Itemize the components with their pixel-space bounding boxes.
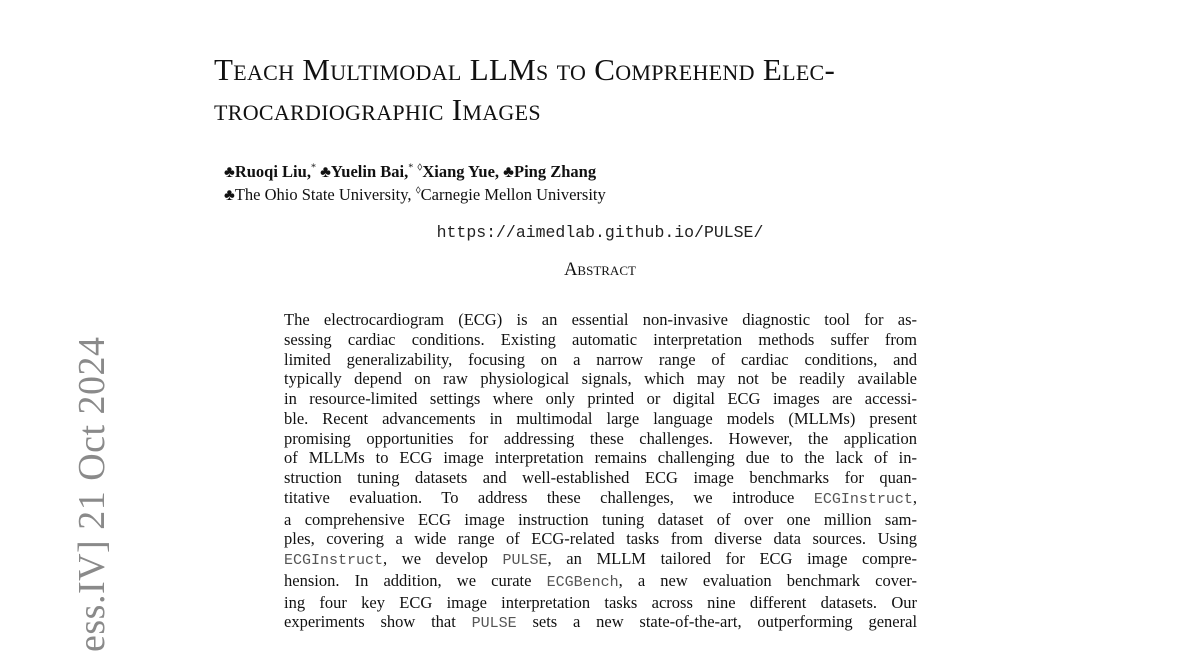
abstract-text: , an MLLM tailored for ECG image compre-: [547, 549, 917, 568]
author-name: Ping Zhang: [514, 162, 597, 181]
abstract-line: limited generalizability, focusing on a narrow range of cardiac conditions, and: [284, 349, 917, 369]
affil-mark: ♣: [503, 162, 514, 181]
abstract-body: [284, 310, 917, 634]
abstract-line: typically depend on raw physiological signals, which may not be readily available: [284, 369, 917, 389]
abstract-text: experiments show that: [284, 612, 456, 632]
model-name: PULSE: [471, 615, 517, 633]
author-name: Ruoqi Liu,: [234, 162, 311, 181]
project-url-text[interactable]: https://aimedlab.github.io/PULSE/: [436, 223, 764, 242]
affil-mark: ♣: [320, 162, 331, 181]
model-name: PULSE: [502, 552, 548, 569]
equal-contrib-mark: *: [408, 162, 414, 174]
project-url[interactable]: [0, 223, 1200, 242]
abstract-line: ble. Recent advancements in multimodal large language models (MLLMs) present: [284, 408, 917, 428]
affiliation-list: [224, 185, 606, 205]
abstract-line: sessing cardiac conditions. Existing automatic interpretation methods suffer from: [284, 329, 917, 349]
abstract-line: [284, 488, 917, 510]
abstract-text: ,: [912, 487, 917, 507]
affiliation: Carnegie Mellon University: [420, 185, 606, 204]
dataset-name: ECGInstruct: [813, 490, 913, 508]
affiliation: The Ohio State University,: [234, 185, 412, 204]
abstract-text: sets a new state-of-the-art, outperforming general: [532, 612, 918, 632]
benchmark-name: ECGBench: [546, 573, 619, 591]
abstract-line: a comprehensive ECG image instruction tuning dataset of over one million sam-: [284, 509, 917, 529]
arxiv-stamp: [22, 0, 113, 652]
paper-title: [214, 50, 1034, 130]
title-line: Teach Multimodal LLMs to Comprehend Elec-: [214, 52, 836, 87]
abstract-text: titative evaluation. To address these challenges, we introduce: [284, 487, 795, 507]
abstract-line: The electrocardiogram (ECG) is an essential non-invasive diagnostic tool for as-: [284, 310, 917, 329]
affil-mark: ♣: [224, 162, 235, 181]
equal-contrib-mark: *: [310, 162, 316, 174]
abstract-text: , we develop: [383, 549, 488, 568]
arxiv-stamp-text: ess.IV] 21 Oct 2024: [71, 336, 113, 652]
dataset-name: ECGInstruct: [284, 552, 384, 569]
author-list: [224, 162, 596, 182]
abstract-line: [284, 549, 917, 571]
abstract-line: struction tuning datasets and well-established ECG image benchmarks for quan-: [284, 468, 917, 487]
abstract-heading: Abstract: [564, 260, 636, 280]
author-name: Xiang Yue,: [422, 162, 500, 181]
author-name: Yuelin Bai,: [330, 162, 409, 181]
abstract-line: in resource-limited settings where only printed or digital ECG images are accessi-: [284, 389, 917, 408]
abstract-text: hension. In addition, we curate: [284, 570, 532, 590]
abstract-line: [284, 612, 917, 634]
affil-mark: ◊: [415, 185, 421, 197]
affil-mark: ◊: [417, 162, 423, 174]
abstract-text: , a new evaluation benchmark cover-: [618, 570, 917, 590]
abstract-line: ing four key ECG image interpretation tasks across nine different datasets. Our: [284, 592, 917, 612]
abstract-line: ples, covering a wide range of ECG-related tasks from diverse data sources. Using: [284, 529, 917, 549]
abstract-line: of MLLMs to ECG image interpretation remains challenging due to the lack of in-: [284, 448, 917, 468]
affil-mark: ♣: [224, 185, 235, 204]
title-line: trocardiographic Images: [214, 92, 541, 127]
abstract-line: [284, 571, 917, 593]
abstract-line: promising opportunities for addressing these challenges. However, the application: [284, 428, 917, 448]
